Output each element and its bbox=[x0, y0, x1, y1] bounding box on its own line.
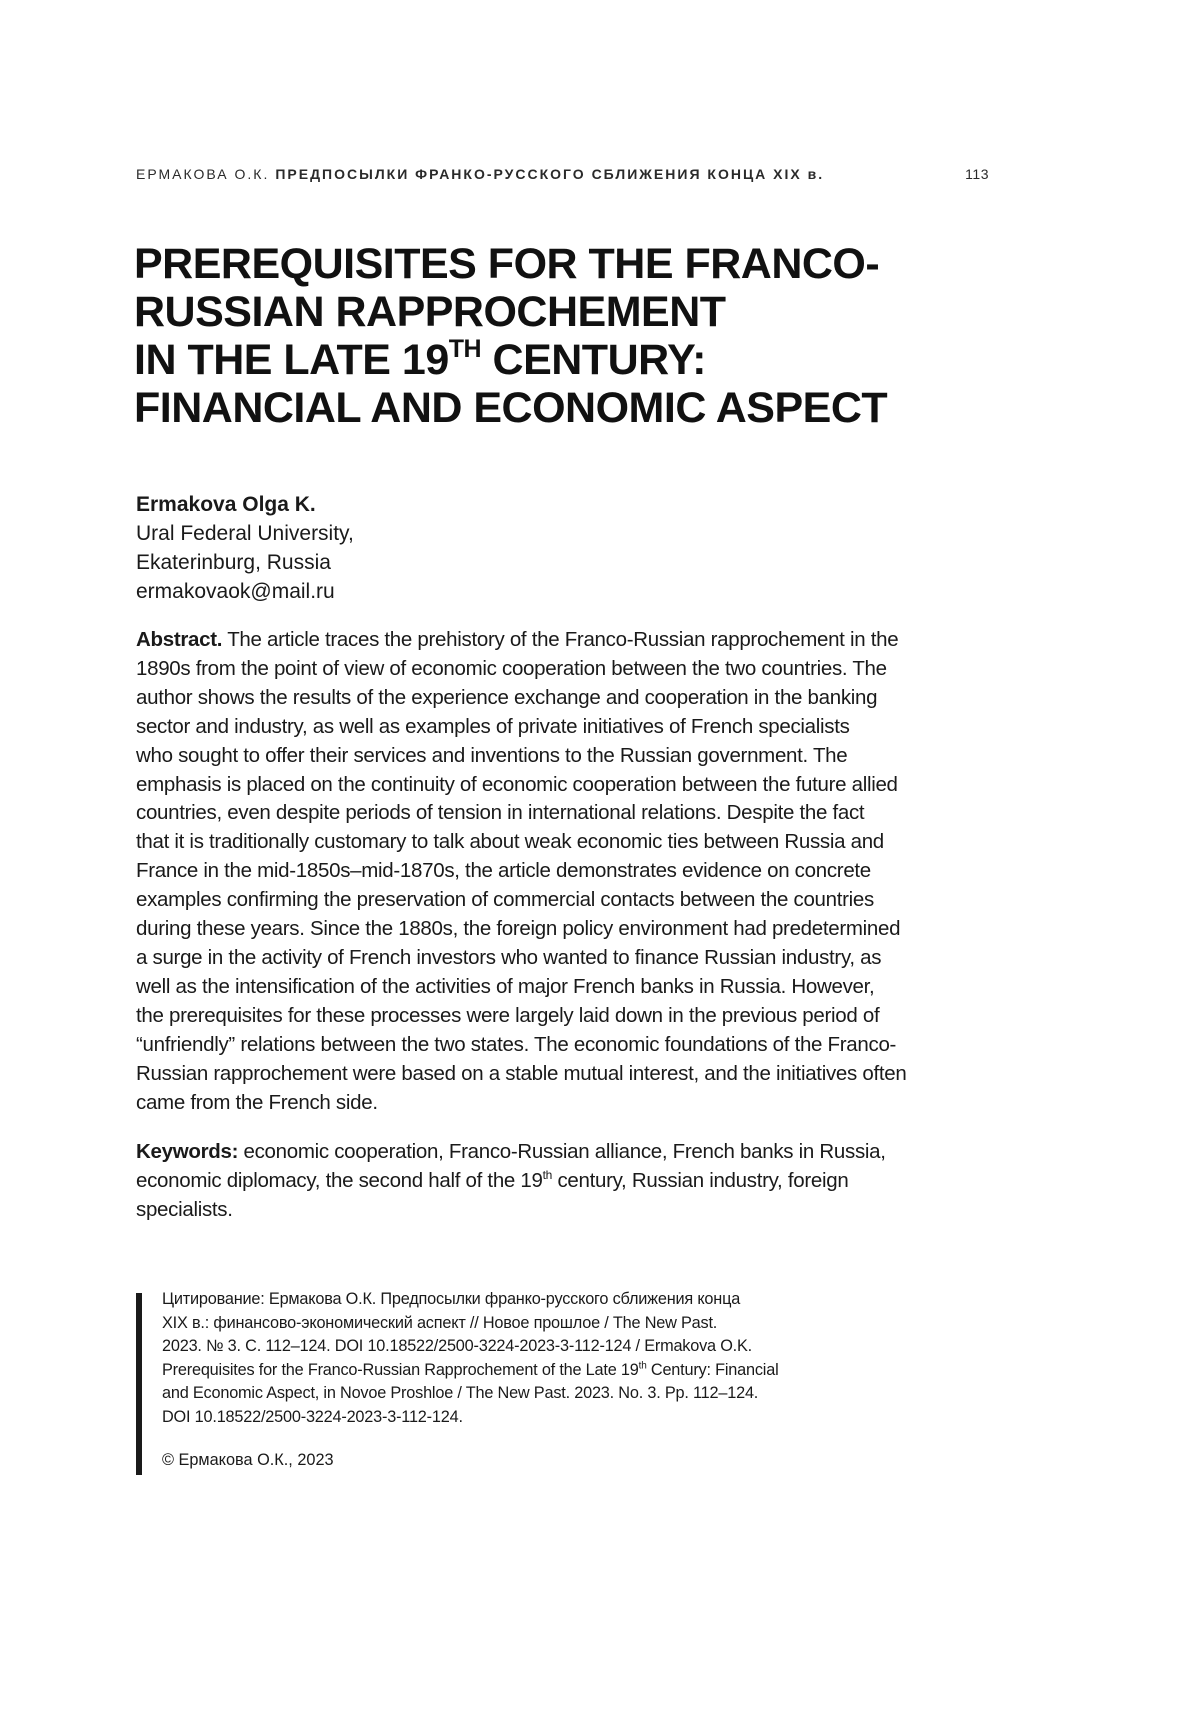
abstract-line: Abstract. The article traces the prehistory of the Franco-Russian rapprochement in the bbox=[136, 626, 981, 655]
running-head-title: ПРЕДПОСЫЛКИ ФРАНКО-РУССКОГО СБЛИЖЕНИЯ КОНЦА XIX в. bbox=[275, 166, 824, 182]
abstract-line: during these years. Since the 1880s, the foreign policy environment had predetermined bbox=[136, 915, 981, 944]
author-email[interactable]: ermakovaok@mail.ru bbox=[136, 577, 936, 606]
abstract-line: author shows the results of the experience exchange and cooperation in the banking bbox=[136, 684, 981, 713]
author-name: Ermakova Olga K. bbox=[136, 490, 936, 519]
copyright: © Ермакова О.К., 2023 bbox=[162, 1449, 334, 1472]
citation-line: and Economic Aspect, in Novoe Proshloe / The New Past. 2023. No. 3. Pp. 112–124. bbox=[162, 1382, 882, 1406]
abstract-line: 1890s from the point of view of economic cooperation between the two countries. The bbox=[136, 655, 981, 684]
abstract-line: came from the French side. bbox=[136, 1089, 981, 1118]
author-location: Ekaterinburg, Russia bbox=[136, 548, 936, 577]
running-head-author: ЕРМАКОВА О.К. bbox=[136, 166, 269, 182]
abstract bbox=[136, 626, 981, 1117]
running-head bbox=[136, 166, 989, 182]
abstract-line: “unfriendly” relations between the two states. The economic foundations of the Franco- bbox=[136, 1031, 981, 1060]
citation-bar bbox=[136, 1293, 142, 1475]
citation-line: Prerequisites for the Franco-Russian Rapprochement of the Late 19th Century: Financial bbox=[162, 1359, 882, 1383]
abstract-line: the prerequisites for these processes were largely laid down in the previous period of bbox=[136, 1002, 981, 1031]
abstract-line: who sought to offer their services and inventions to the Russian government. The bbox=[136, 742, 981, 771]
title-line-4: FINANCIAL AND ECONOMIC ASPECT bbox=[134, 384, 1034, 432]
citation bbox=[162, 1288, 882, 1429]
abstract-line: that it is traditionally customary to talk about weak economic ties between Russia and bbox=[136, 828, 981, 857]
abstract-line: France in the mid-1850s–mid-1870s, the article demonstrates evidence on concrete bbox=[136, 857, 981, 886]
title-line-2: RUSSIAN RAPPROCHEMENT bbox=[134, 288, 1034, 336]
title-line-1: PREREQUISITES FOR THE FRANCO- bbox=[134, 240, 1034, 288]
title-line-3-sup: TH bbox=[449, 335, 481, 363]
abstract-line: countries, even despite periods of tension in international relations. Despite the fact bbox=[136, 799, 981, 828]
citation-line: XIX в.: финансово-экономический аспект // Новое прошлое / The New Past. bbox=[162, 1312, 882, 1336]
abstract-line: Russian rapprochement were based on a stable mutual interest, and the initiatives often bbox=[136, 1060, 981, 1089]
citation-line: Цитирование: Ермакова О.К. Предпосылки франко-русского сближения конца bbox=[162, 1288, 882, 1312]
citation-line: DOI 10.18522/2500-3224-2023-3-112-124. bbox=[162, 1406, 882, 1430]
keywords-line: Keywords: economic cooperation, Franco-Russian alliance, French banks in Russia, bbox=[136, 1138, 981, 1167]
title-line-3-post: CENTURY: bbox=[481, 336, 706, 384]
title-line-3-pre: IN THE LATE 19 bbox=[134, 336, 449, 384]
abstract-label: Abstract. bbox=[136, 628, 222, 651]
keywords-line: economic diplomacy, the second half of the 19th century, Russian industry, foreign bbox=[136, 1167, 981, 1196]
article-title bbox=[134, 240, 1034, 432]
abstract-line: emphasis is placed on the continuity of economic cooperation between the future allied bbox=[136, 771, 981, 800]
abstract-line: examples confirming the preservation of commercial contacts between the countries bbox=[136, 886, 981, 915]
author-affiliation: Ural Federal University, bbox=[136, 519, 936, 548]
keywords bbox=[136, 1138, 981, 1225]
author-block bbox=[136, 490, 936, 606]
page-number: 113 bbox=[965, 166, 989, 182]
abstract-line: well as the intensification of the activities of major French banks in Russia. However, bbox=[136, 973, 981, 1002]
keywords-label: Keywords: bbox=[136, 1140, 238, 1163]
running-head-left bbox=[136, 166, 824, 182]
abstract-line: a surge in the activity of French investors who wanted to finance Russian industry, as bbox=[136, 944, 981, 973]
citation-line: 2023. № 3. С. 112–124. DOI 10.18522/2500-3224-2023-3-112-124 / Ermakova O.K. bbox=[162, 1335, 882, 1359]
keywords-line: specialists. bbox=[136, 1196, 981, 1225]
abstract-line: sector and industry, as well as examples of private initiatives of French specialists bbox=[136, 713, 981, 742]
title-line-3 bbox=[134, 336, 1034, 384]
